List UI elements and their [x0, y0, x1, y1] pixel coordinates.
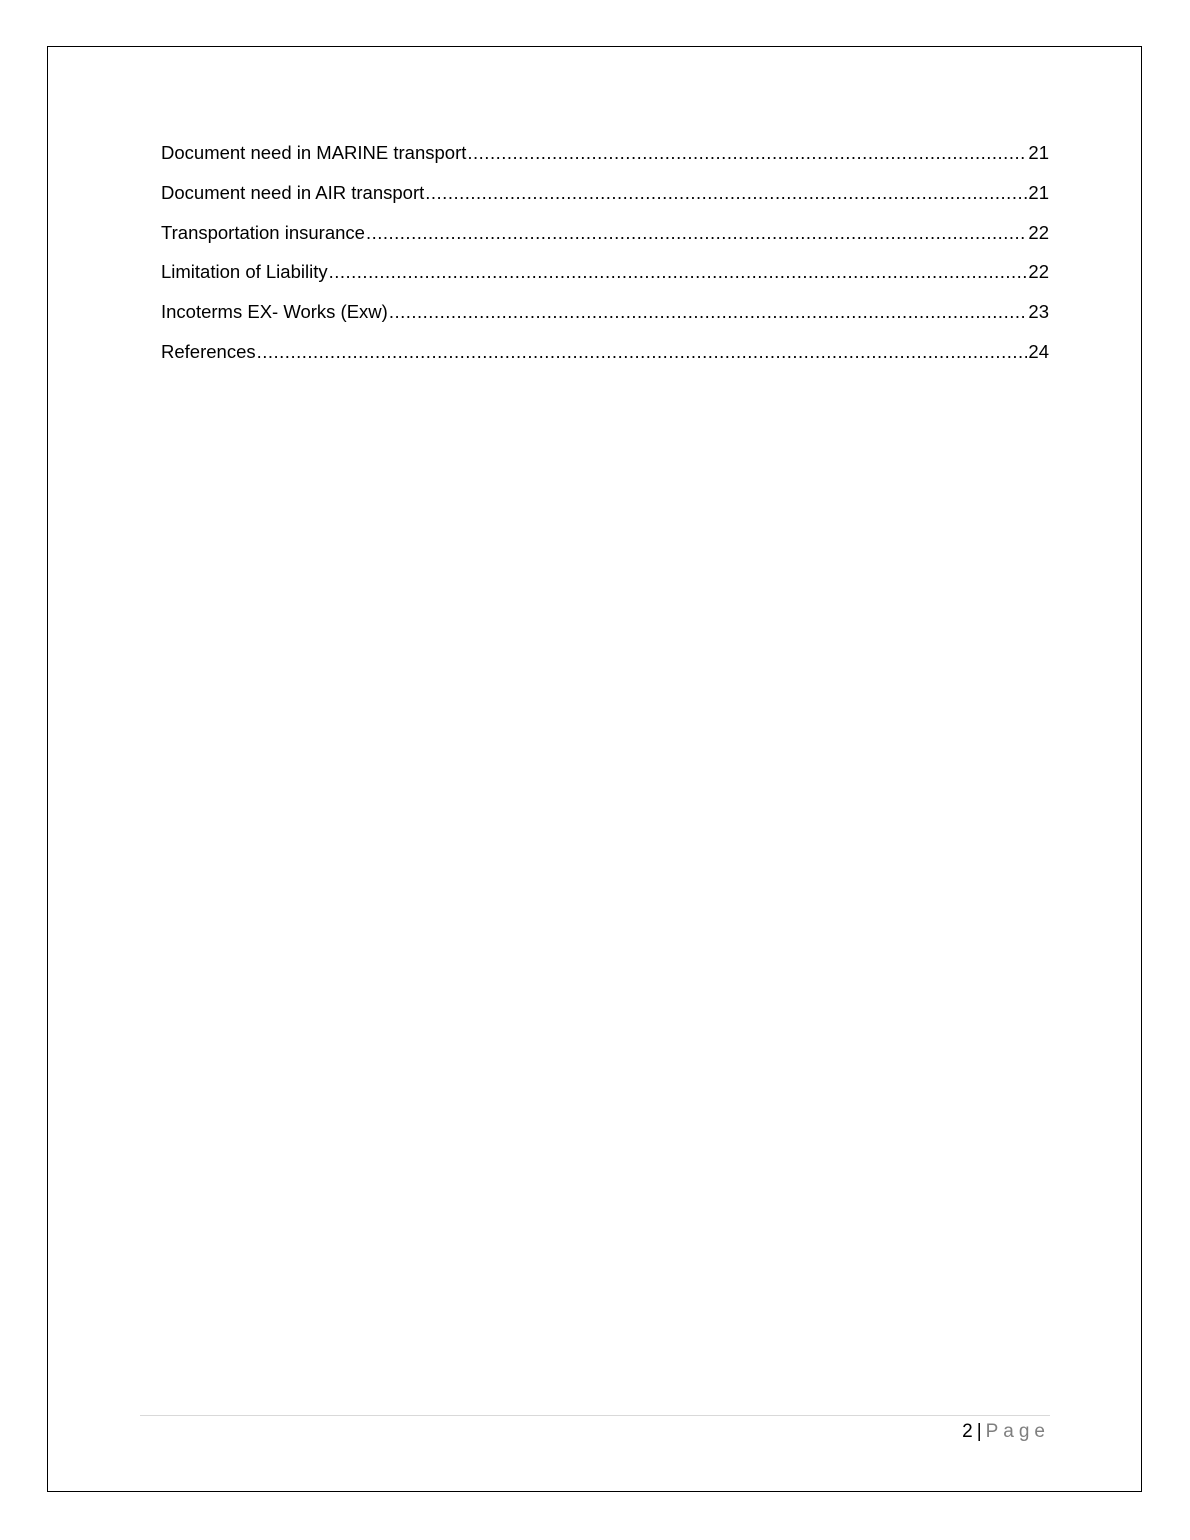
toc-entry-label: Transportation insurance [161, 221, 365, 243]
toc-entry-label: Document need in AIR transport [161, 181, 425, 203]
toc-dot-leader [366, 222, 1027, 244]
toc-entry-page: 23 [1028, 301, 1049, 323]
toc-entry-page: 22 [1028, 261, 1049, 283]
toc-dot-leader [467, 142, 1027, 164]
footer-page-number: 2 [962, 1421, 973, 1442]
page-footer [962, 1420, 1050, 1444]
toc-dot-leader [257, 341, 1028, 363]
toc-dot-leader [329, 261, 1028, 283]
toc-entry-page: 21 [1028, 181, 1049, 203]
toc-entry[interactable] [161, 261, 1049, 301]
toc-dot-leader [425, 182, 1027, 204]
toc-entry[interactable] [161, 301, 1049, 341]
footer-page-word: Page [985, 1421, 1050, 1442]
toc-entry-page: 21 [1028, 142, 1049, 163]
footer-divider [140, 1415, 1050, 1416]
toc-entry[interactable] [161, 142, 1049, 182]
table-of-contents [161, 142, 1049, 381]
toc-entry[interactable] [161, 182, 1049, 222]
toc-entry-label: Limitation of Liability [161, 261, 328, 283]
toc-entry[interactable] [161, 222, 1049, 262]
toc-entry-page: 22 [1028, 221, 1049, 243]
toc-entry-label: Incoterms EX- Works (Exw) [161, 301, 388, 323]
toc-dot-leader [389, 301, 1028, 323]
toc-entry-label: Document need in MARINE transport [161, 142, 467, 163]
toc-entry-page: 24 [1028, 340, 1049, 362]
toc-entry[interactable] [161, 341, 1049, 381]
footer-separator: | [976, 1421, 982, 1442]
toc-entry-label: References [161, 340, 256, 362]
